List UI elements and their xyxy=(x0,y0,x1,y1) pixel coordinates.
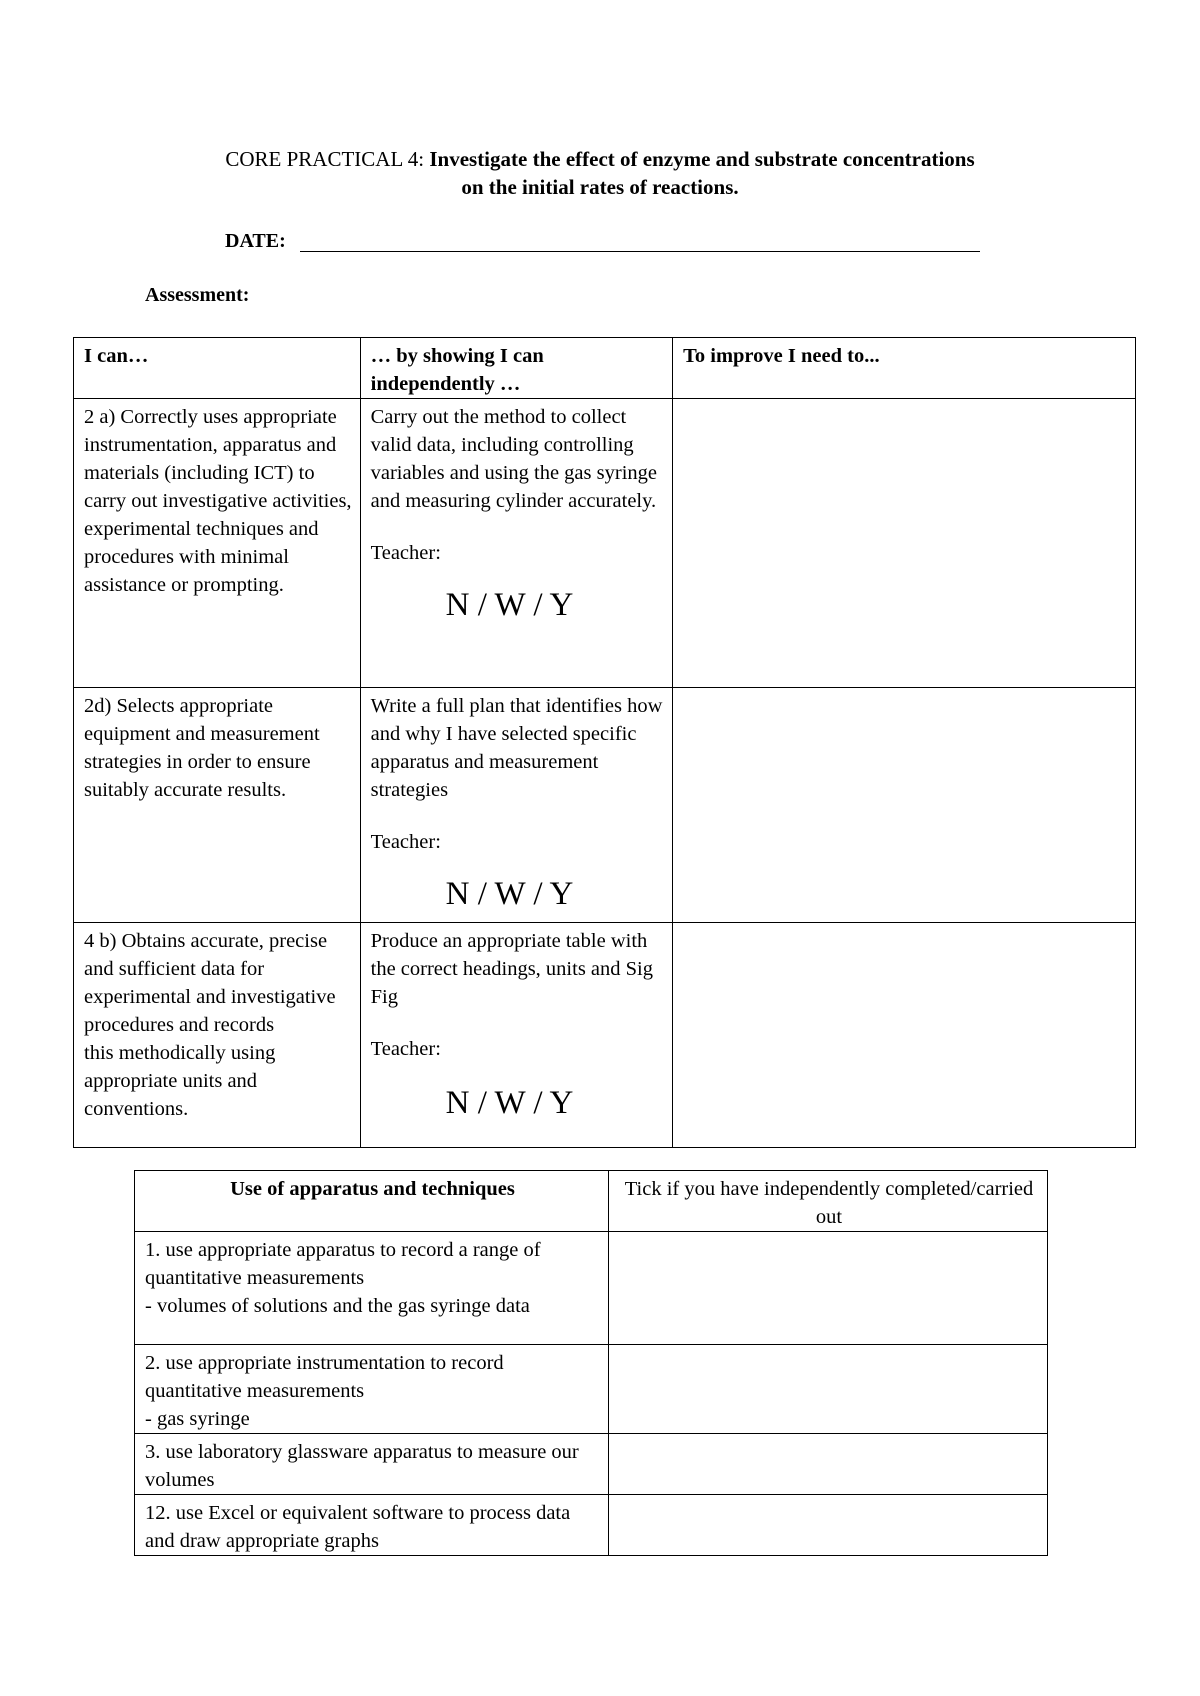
header-i-can: I can… xyxy=(74,338,361,399)
tick-cell[interactable] xyxy=(609,1345,1048,1434)
apparatus-item xyxy=(135,1345,609,1434)
title-line-1 xyxy=(0,145,1200,173)
apparatus-item: 12. use Excel or equivalent software to process data and draw appropriate graphs xyxy=(135,1495,609,1556)
assessment-label: Assessment: xyxy=(145,284,250,306)
criterion-text-2: this methodically using appropriate units and conventions. xyxy=(84,1042,276,1120)
title-rest: Investigate the effect of enzyme and substrate concentrations xyxy=(429,147,975,171)
header-apparatus: Use of apparatus and techniques xyxy=(135,1171,609,1232)
criterion-text-1: 4 b) Obtains accurate, precise and sufficient data for experimental and investigative procedures and records xyxy=(84,930,336,1036)
evidence-cell xyxy=(360,399,672,688)
improve-cell[interactable] xyxy=(673,688,1136,923)
tick-cell[interactable] xyxy=(609,1495,1048,1556)
evidence-cell xyxy=(360,923,672,1148)
title-lead: CORE PRACTICAL 4: xyxy=(225,147,425,171)
header-tick: Tick if you have independently completed/carried out xyxy=(609,1171,1048,1232)
criterion-cell: 2 a) Correctly uses appropriate instrumentation, apparatus and materials (including ICT) to carry out investigative activities, experimental techniques and procedures with minimal assistance or prompting. xyxy=(74,399,361,688)
table-row xyxy=(74,399,1136,688)
assessment-table xyxy=(73,337,1136,1148)
tick-cell[interactable] xyxy=(609,1434,1048,1495)
assessment-header-row xyxy=(74,338,1136,399)
teacher-label: Teacher: xyxy=(370,831,441,853)
criterion-cell xyxy=(74,923,361,1148)
improve-cell[interactable] xyxy=(673,399,1136,688)
header-by-showing: … by showing I can independently … xyxy=(360,338,672,399)
title-line-2: on the initial rates of reactions. xyxy=(461,175,739,199)
table-row xyxy=(135,1434,1048,1495)
table-row xyxy=(135,1495,1048,1556)
evidence-text: Produce an appropriate table with the correct headings, units and Sig Fig xyxy=(370,930,654,1008)
apparatus-table xyxy=(134,1170,1048,1556)
apparatus-header-row xyxy=(135,1171,1048,1232)
date-input-line[interactable] xyxy=(300,251,980,252)
table-row xyxy=(74,923,1136,1148)
rating-options[interactable]: N / W / Y xyxy=(445,1085,574,1121)
evidence-cell xyxy=(360,688,672,923)
date-label: DATE: xyxy=(225,230,286,252)
evidence-text: Write a full plan that identifies how and why I have selected specific apparatus and measurement strategies xyxy=(370,695,663,801)
table-row xyxy=(74,688,1136,923)
apparatus-item-text: 1. use appropriate apparatus to record a range of quantitative measurements xyxy=(145,1239,541,1289)
apparatus-item-detail: - gas syringe xyxy=(145,1408,250,1430)
header-to-improve: To improve I need to... xyxy=(673,338,1136,399)
teacher-label: Teacher: xyxy=(370,1038,441,1060)
rating-options[interactable]: N / W / Y xyxy=(445,587,574,623)
table-row xyxy=(135,1232,1048,1345)
criterion-cell: 2d) Selects appropriate equipment and measurement strategies in order to ensure suitably accurate results. xyxy=(74,688,361,923)
page-title xyxy=(0,145,1200,201)
evidence-text: Carry out the method to collect valid data, including controlling variables and using the gas syringe and measuring cylinder accurately. xyxy=(370,406,657,512)
apparatus-item: 3. use laboratory glassware apparatus to measure our volumes xyxy=(135,1434,609,1495)
tick-cell[interactable] xyxy=(609,1232,1048,1345)
teacher-label: Teacher: xyxy=(370,542,441,564)
rating-options[interactable]: N / W / Y xyxy=(445,876,574,912)
table-row xyxy=(135,1345,1048,1434)
apparatus-item-detail: - volumes of solutions and the gas syringe data xyxy=(145,1295,530,1317)
improve-cell[interactable] xyxy=(673,923,1136,1148)
apparatus-item-text: 2. use appropriate instrumentation to record quantitative measurements xyxy=(145,1352,504,1402)
apparatus-item xyxy=(135,1232,609,1345)
